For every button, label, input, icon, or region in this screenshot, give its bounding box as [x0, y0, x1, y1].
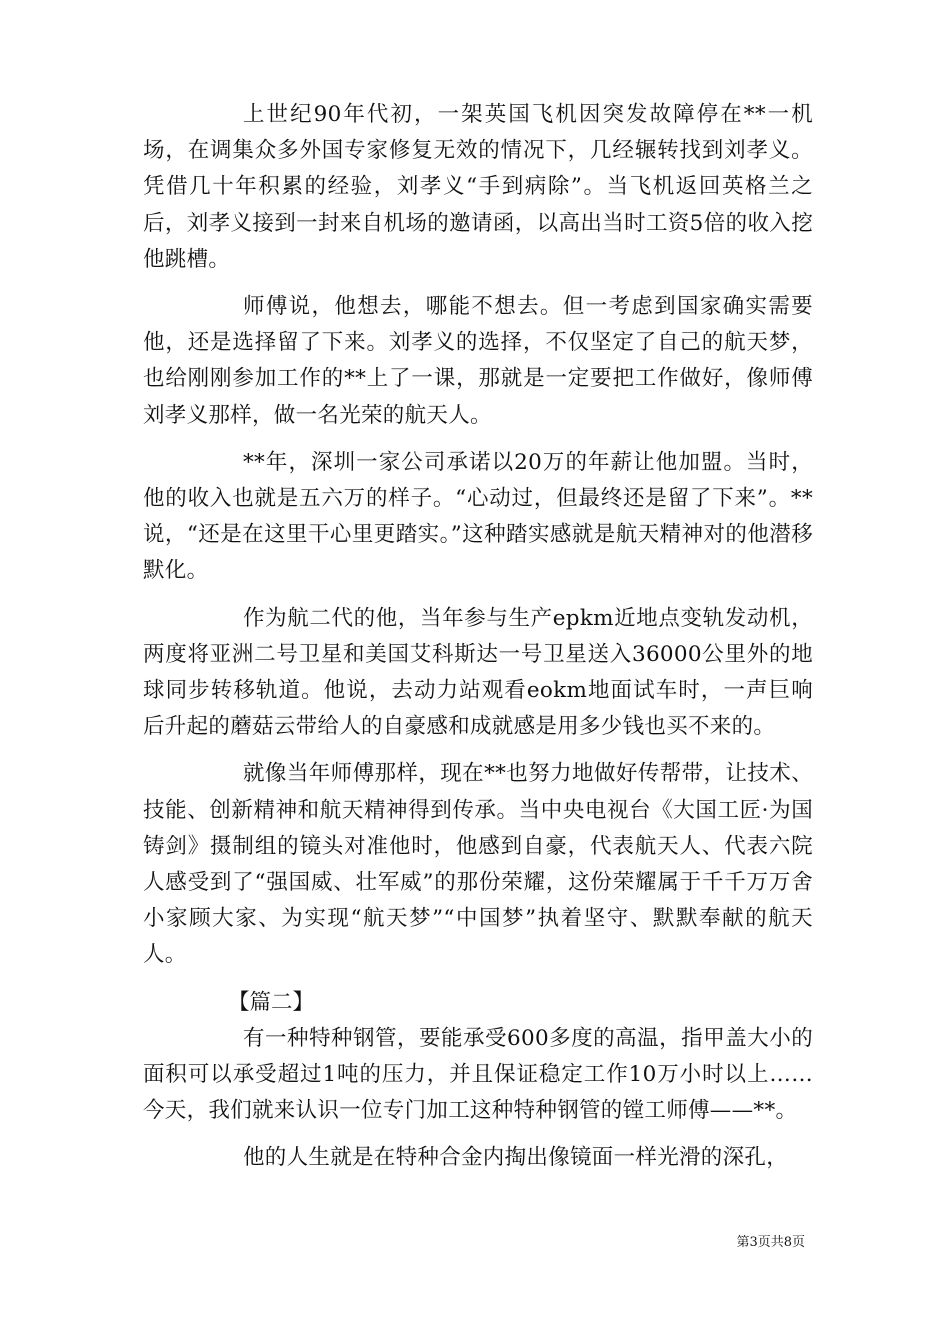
paragraph-4: 作为航二代的他，当年参与生产epkm近地点变轨发动机，两度将亚洲二号卫星和美国艾科斯达一号卫星送入36000公里外的地球同步转移轨道。他说，去动力站观看eokm地面试车时，一声巨响后升起的蘑菇云带给人的自豪感和成就感是用多少钱也买不来的。 [143, 605, 813, 740]
paragraph-5: 就像当年师傅那样，现在**也努力地做好传帮带，让技术、技能、创新精神和航天精神得到传承。当中央电视台《大国工匠·为国铸剑》摄制组的镜头对准他时，他感到自豪，代表航天人、代表六院人感受到了“强国威、壮军威”的那份荣耀，这份荣耀属于千千万万舍小家顾大家、为实现“航天梦”“中国梦”执着坚守、默默奉献的航天人。 [143, 761, 813, 968]
paragraph-3: **年，深圳一家公司承诺以20万的年薪让他加盟。当时，他的收入也就是五六万的样子。“心动过，但最终还是留了下来”。**说，“还是在这里干心里更踏实。”这种踏实感就是航天精神对的他潜移默化。 [143, 449, 813, 584]
paragraph-1: 上世纪90年代初，一架英国飞机因突发故障停在**一机场，在调集众多外国专家修复无效的情况下，几经辗转找到刘孝义。凭借几十年积累的经验，刘孝义“手到病除”。当飞机返回英格兰之后，刘孝义接到一封来自机场的邀请函，以高出当时工资5倍的收入挖他跳槽。 [143, 102, 813, 272]
page-number-footer: 第3页共8页 [736, 1235, 805, 1250]
paragraph-7: 他的人生就是在特种合金内掏出像镜面一样光滑的深孔， [243, 1145, 789, 1171]
paragraph-2: 师傅说，他想去，哪能不想去。但一考虑到国家确实需要他，还是选择留了下来。刘孝义的选择，不仅坚定了自己的航天梦，也给刚刚参加工作的**上了一课，那就是一定要把工作做好，像师傅刘孝义那样，做一名光荣的航天人。 [143, 294, 813, 428]
section-heading: 【篇二】 [228, 989, 315, 1015]
document-body [143, 97, 813, 1176]
paragraph-6: 有一种特种钢管，要能承受600多度的高温，指甲盖大小的面积可以承受超过1吨的压力，并且保证稳定工作10万小时以上……今天，我们就来认识一位专门加工这种特种钢管的镗工师傅——**。 [143, 1025, 813, 1124]
